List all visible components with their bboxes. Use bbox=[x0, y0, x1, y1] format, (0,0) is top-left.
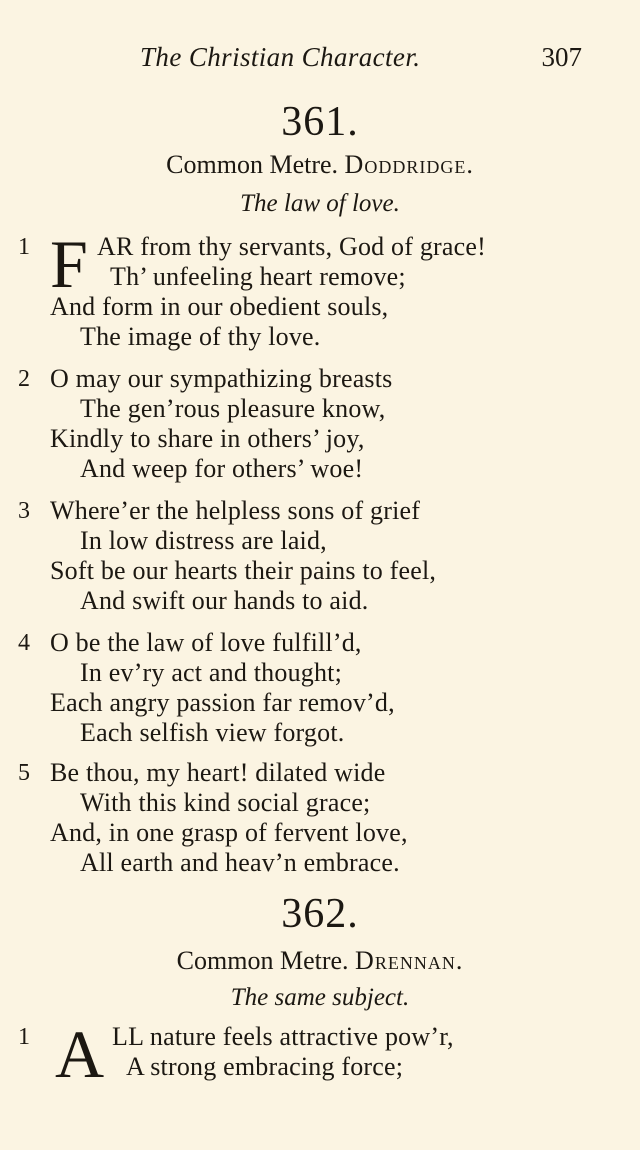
verse-line: In ev’ry act and thought; bbox=[80, 658, 343, 687]
verse-line: Th’ unfeeling heart remove; bbox=[110, 262, 406, 291]
hymn-number: 361. bbox=[281, 99, 359, 145]
running-title: The Christian Character. bbox=[140, 42, 421, 72]
hymn-author: Doddridge. bbox=[344, 150, 474, 179]
hymn-subject: The law of love. bbox=[240, 190, 400, 217]
verse-line: All earth and heav’n embrace. bbox=[80, 848, 400, 877]
hymn-number: 362. bbox=[281, 891, 359, 937]
hymn-meter: Common Metre. bbox=[166, 150, 339, 179]
verse-line: A strong embracing force; bbox=[126, 1052, 404, 1081]
verse-number: 1 bbox=[18, 1024, 30, 1050]
verse-line: Each selfish view forgot. bbox=[80, 718, 345, 747]
verse-line: And swift our hands to aid. bbox=[80, 586, 369, 615]
hymn-author: Drennan. bbox=[355, 946, 464, 975]
verse-line: And form in our obedient souls, bbox=[50, 292, 389, 321]
verse-line: Where’er the helpless sons of grief bbox=[50, 496, 421, 525]
verse-number: 5 bbox=[18, 760, 30, 786]
verse-number: 3 bbox=[18, 498, 30, 524]
verse-line: Each angry passion far remov’d, bbox=[50, 688, 395, 717]
verse-number: 4 bbox=[18, 630, 30, 656]
hymn-meter: Common Metre. bbox=[176, 946, 349, 975]
verse-line: LL nature feels attractive pow’r, bbox=[112, 1022, 454, 1051]
running-head bbox=[0, 42, 640, 78]
verse-line: AR from thy servants, God of grace! bbox=[97, 232, 486, 261]
verse-line: Soft be our hearts their pains to feel, bbox=[50, 556, 437, 585]
verse-line: The gen’rous pleasure know, bbox=[80, 394, 386, 423]
verse-line: With this kind social grace; bbox=[80, 788, 371, 817]
verse-number: 2 bbox=[18, 366, 30, 392]
drop-cap: A bbox=[55, 1016, 105, 1092]
verse-line: In low distress are laid, bbox=[80, 526, 327, 555]
verse-line: And, in one grasp of fervent love, bbox=[50, 818, 408, 847]
verse-line: O may our sympathizing breasts bbox=[50, 364, 393, 393]
verse-line: O be the law of love fulfill’d, bbox=[50, 628, 362, 657]
verse-line: The image of thy love. bbox=[80, 322, 321, 351]
verse-line: Be thou, my heart! dilated wide bbox=[50, 758, 386, 787]
hymn-meter-line bbox=[0, 150, 640, 180]
verse-line: Kindly to share in others’ joy, bbox=[50, 424, 365, 453]
page-number: 307 bbox=[541, 42, 582, 72]
hymn-meter-line bbox=[0, 946, 640, 976]
verse-line: And weep for others’ woe! bbox=[80, 454, 364, 483]
drop-cap: F bbox=[50, 226, 88, 302]
verse-number: 1 bbox=[18, 234, 30, 260]
hymn-subject: The same subject. bbox=[230, 984, 410, 1011]
